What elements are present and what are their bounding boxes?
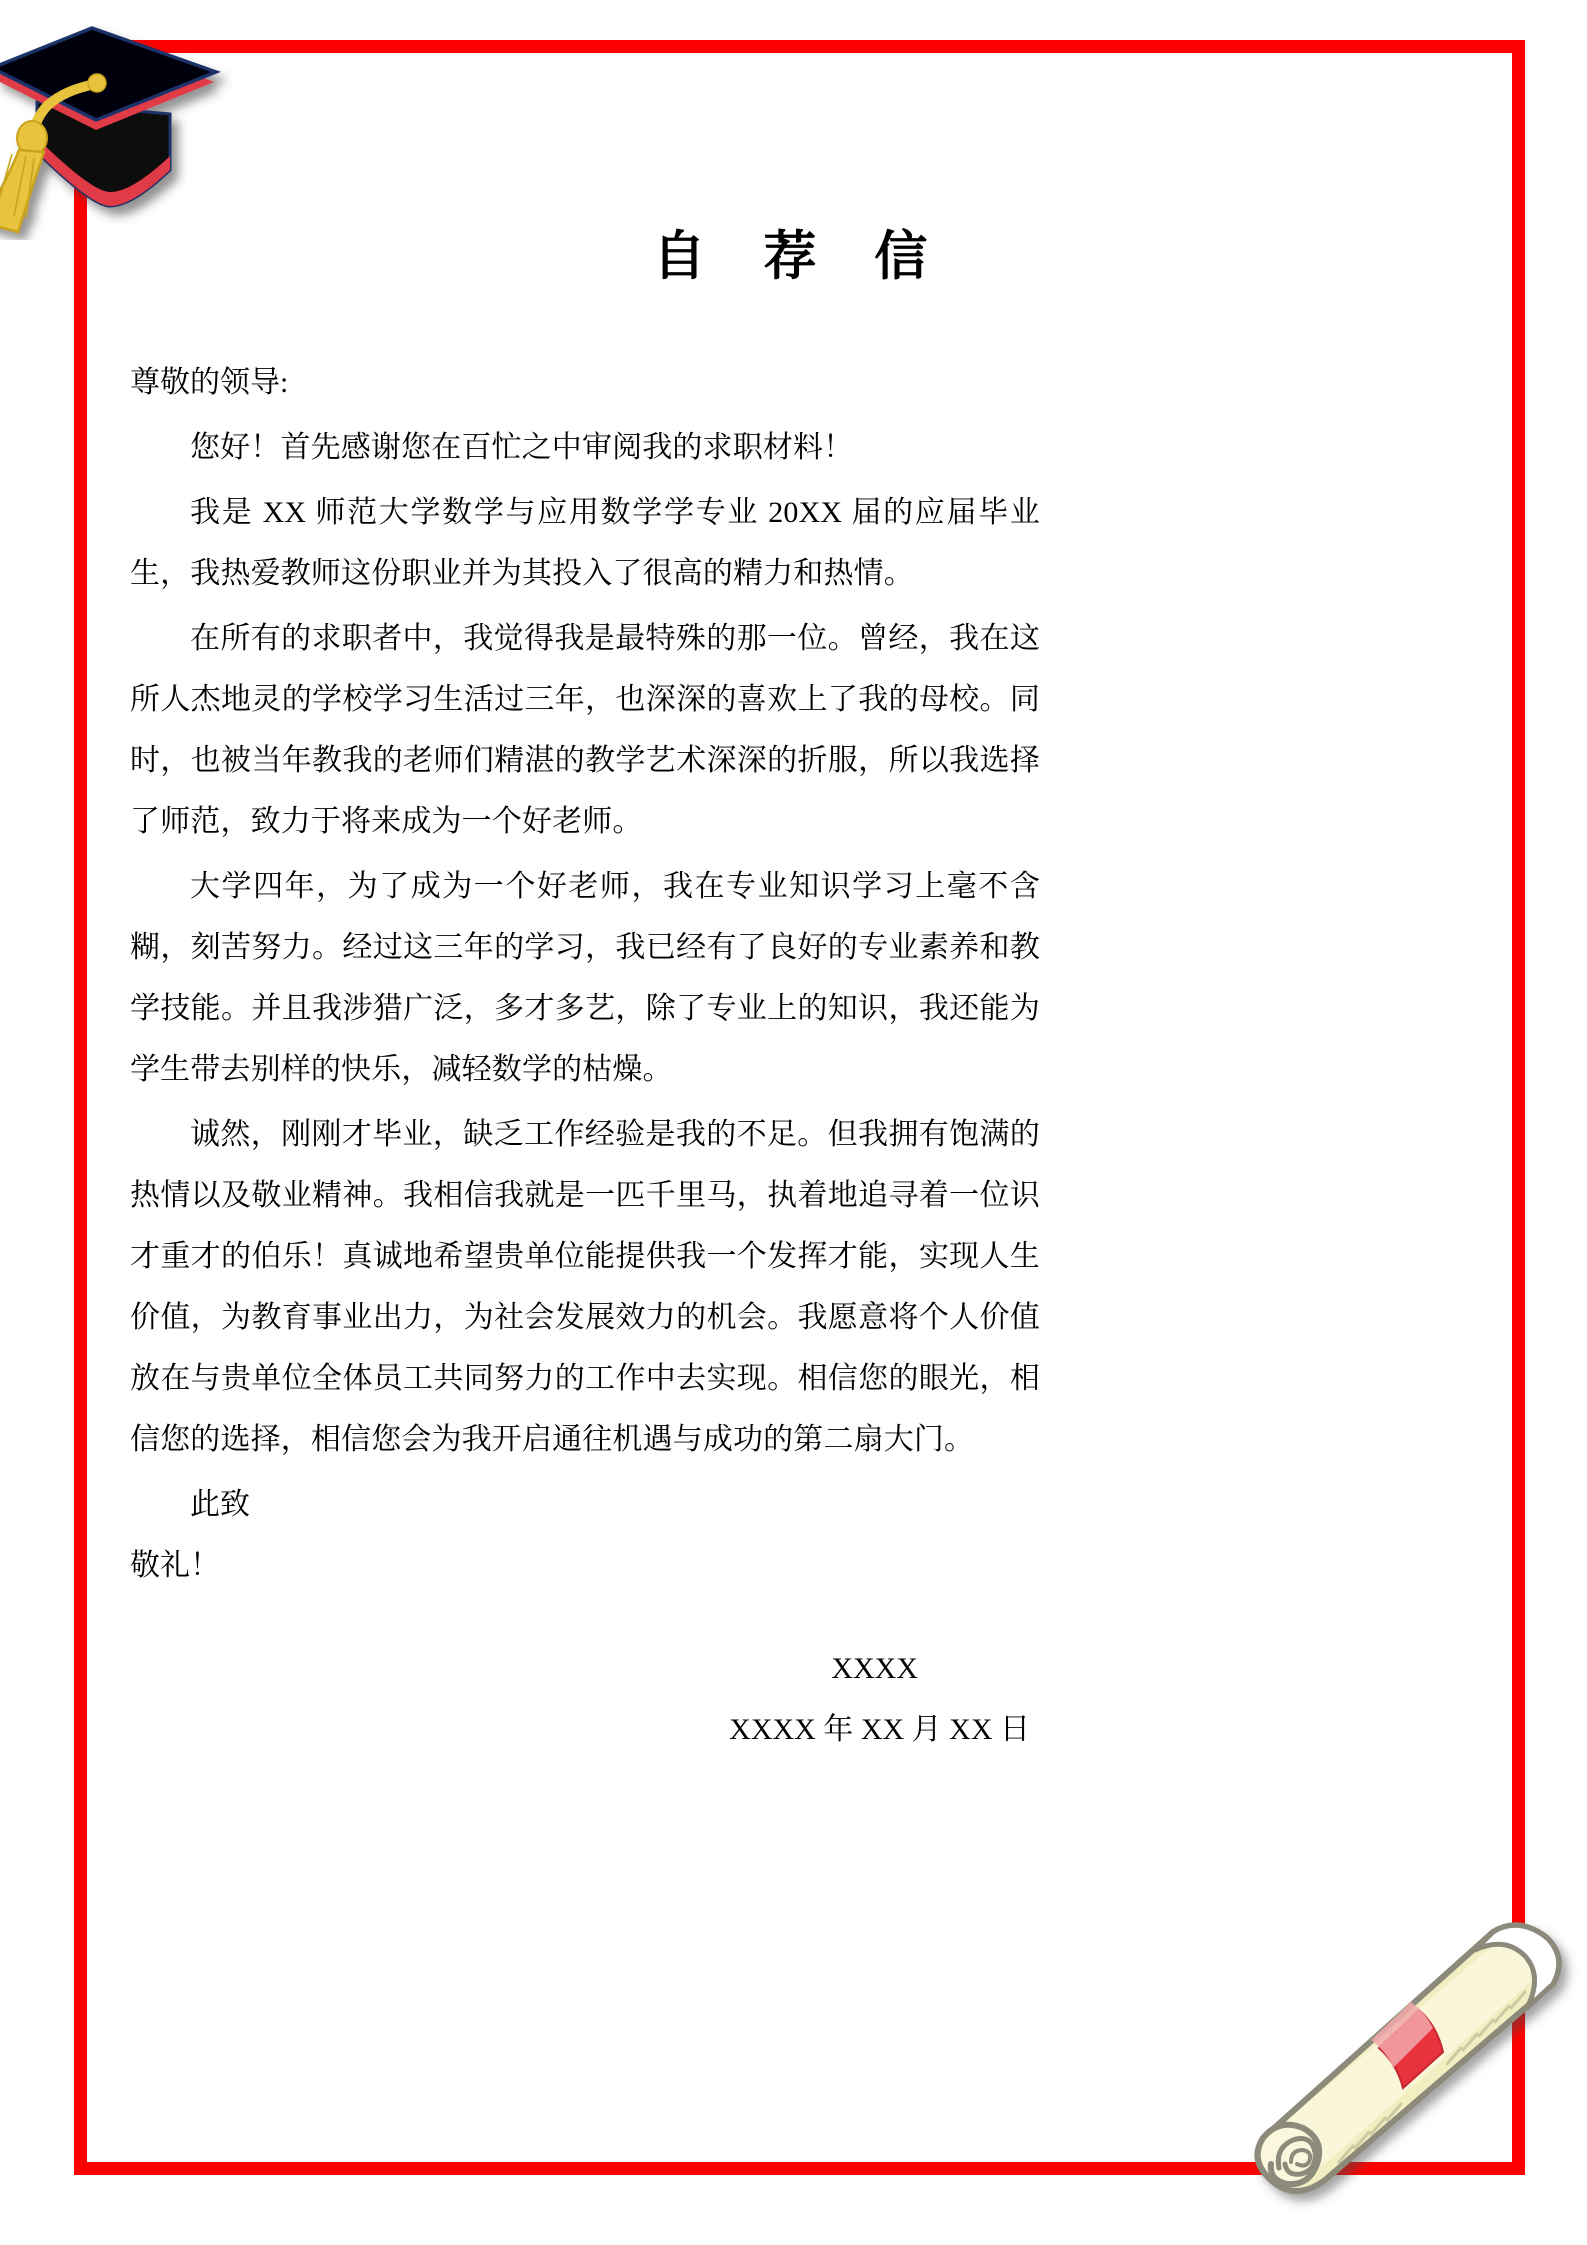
closing-line-1: 此致	[190, 1488, 250, 1522]
signature-name: XXXX	[831, 1652, 918, 1686]
salutation: 尊敬的领导:	[130, 366, 289, 400]
diploma-scroll-icon	[1175, 1880, 1585, 2215]
page-title: 自 荐 信	[652, 228, 950, 286]
letter-text-block	[130, 352, 1040, 1596]
paragraph-5: 诚然，刚刚才毕业，缺乏工作经验是我的不足。但我拥有饱满的热情以及敬业精神。我相信我就是一匹千里马，执着地追寻着一位识才重才的伯乐！真诚地希望贵单位能提供我一个发挥才能，实现人生价值，为教育事业出力，为社会发展效力的机会。我愿意将个人价值放在与贵单位全体员工共同努力的工作中去实现。相信您的眼光，相信您的选择，相信您会为我开启通往机遇与成功的第二扇大门。	[130, 1118, 1040, 1457]
graduation-cap-icon	[0, 10, 292, 240]
letter-body	[130, 228, 1450, 1760]
paragraph-1: 您好！首先感谢您在百忙之中审阅我的求职材料！	[190, 431, 854, 465]
signature-block	[130, 1638, 1040, 1760]
closing-line-2: 敬礼！	[130, 1549, 220, 1583]
signature-date: XXXX 年 XX 月 XX 日	[729, 1713, 1030, 1747]
paragraph-4: 大学四年，为了成为一个好老师，我在专业知识学习上毫不含糊，刻苦努力。经过这三年的学习，我已经有了良好的专业素养和教学技能。并且我涉猎广泛，多才多艺，除了专业上的知识，我还能为学生带去别样的快乐，减轻数学的枯燥。	[130, 870, 1040, 1087]
paragraph-3: 在所有的求职者中，我觉得我是最特殊的那一位。曾经，我在这所人杰地灵的学校学习生活过三年，也深深的喜欢上了我的母校。同时，也被当年教我的老师们精湛的教学艺术深深的折服，所以我选择了师范，致力于将来成为一个好老师。	[130, 622, 1040, 839]
paragraph-2: 我是 XX 师范大学数学与应用数学学专业 20XX 届的应届毕业生，我热爱教师这份职业并为其投入了很高的精力和热情。	[130, 496, 1040, 591]
